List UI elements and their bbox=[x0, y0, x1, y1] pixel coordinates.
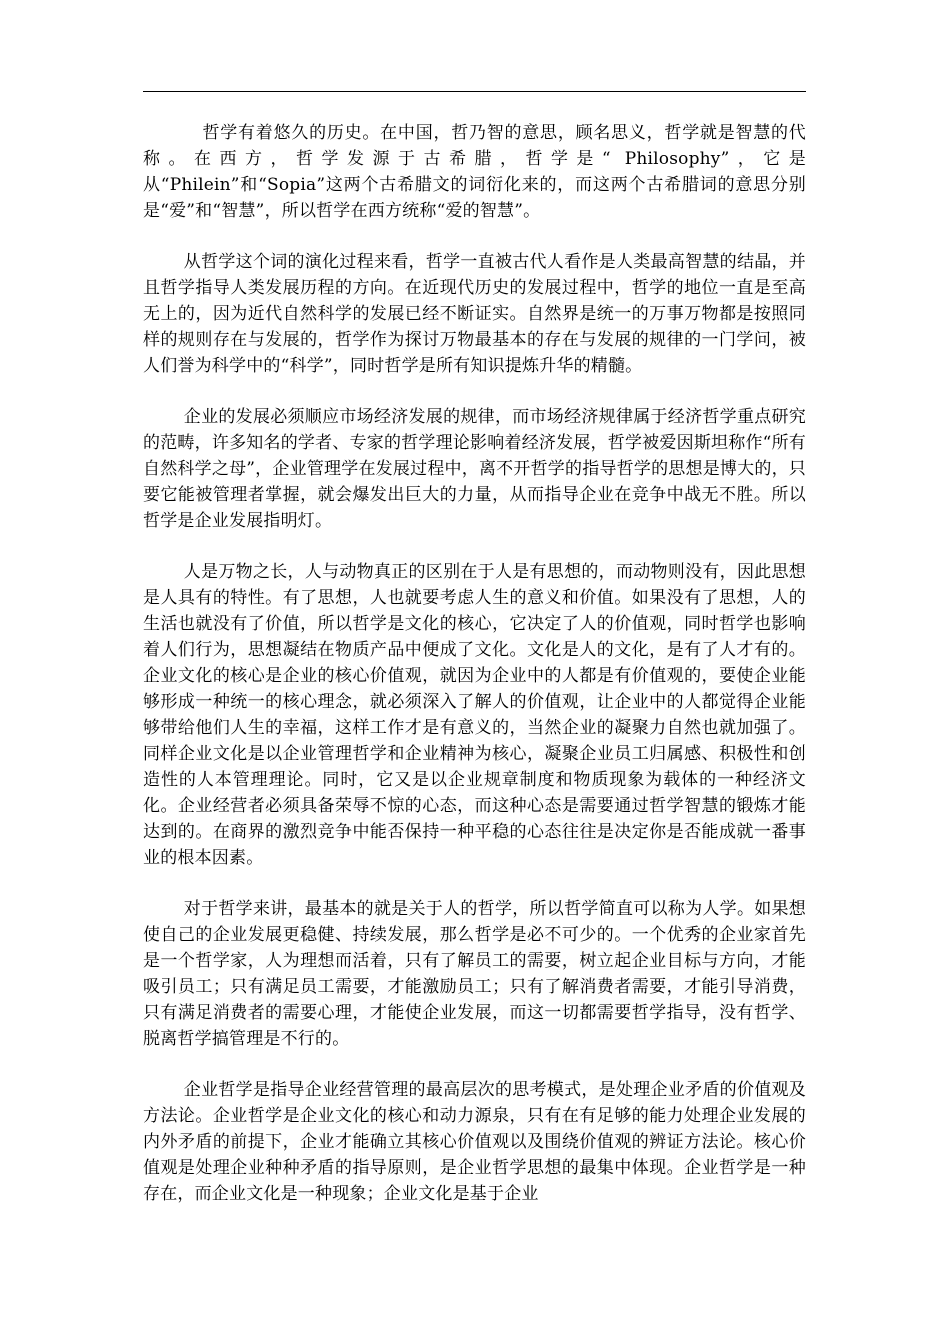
paragraph-2: 从哲学这个词的演化过程来看，哲学一直被古代人看作是人类最高智慧的结晶，并且哲学指导人类发展历程的方向。在近现代历史的发展过程中，哲学的地位一直是至高无上的，因为近代自然科学的发展已经不断证实。自然界是统一的万事万物都是按照同样的规则存在与发展的，哲学作为探讨万物最基本的存在与发展的规律的一门学问，被人们誉为科学中的“科学”，同时哲学是所有知识提炼升华的精髓。 bbox=[143, 252, 806, 376]
header-rule bbox=[143, 91, 806, 92]
paragraph-3: 企业的发展必须顺应市场经济发展的规律，而市场经济规律属于经济哲学重点研究的范畴，许多知名的学者、专家的哲学理论影响着经济发展，哲学被爱因斯坦称作“所有自然科学之母”，企业管理学在发展过程中，离不开哲学的指导哲学的思想是博大的，只要它能被管理者掌握，就会爆发出巨大的力量，从而指导企业在竞争中战无不胜。所以哲学是企业发展指明灯。 bbox=[143, 407, 806, 531]
paragraph-5: 对于哲学来讲，最基本的就是关于人的哲学，所以哲学简直可以称为人学。如果想使自己的企业发展更稳健、持续发展，那么哲学是必不可少的。一个优秀的企业家首先是一个哲学家，人为理想而活着，只有了解员工的需要，树立起企业目标与方向，才能吸引员工；只有满足员工需要，才能激励员工；只有了解消费者需要，才能引导消费，只有满足消费者的需要心理，才能使企业发展，而这一切都需要哲学指导，没有哲学、脱离哲学搞管理是不行的。 bbox=[143, 899, 806, 1049]
paragraph-6: 企业哲学是指导企业经营管理的最高层次的思考模式，是处理企业矛盾的价值观及方法论。企业哲学是企业文化的核心和动力源泉，只有在有足够的能力处理企业发展的内外矛盾的前提下，企业才能确立其核心价值观以及围绕价值观的辨证方法论。核心价值观是处理企业种种矛盾的指导原则，是企业哲学思想的最集中体现。企业哲学是一种存在，而企业文化是一种现象；企业文化是基于企业 bbox=[143, 1080, 806, 1204]
document-body bbox=[143, 120, 806, 1232]
paragraph-1: 哲学有着悠久的历史。在中国，哲乃智的意思，顾名思义，哲学就是智慧的代称。在西方，哲学发源于古希腊，哲学是“ Philosophy”，它是从“Philein”和“Sopia”这两个古希腊文的词衍化来的，而这两个古希腊词的意思分别是“爱”和“智慧”，所以哲学在西方统称“爱的智慧”。 bbox=[143, 123, 806, 221]
paragraph-4: 人是万物之长，人与动物真正的区别在于人是有思想的，而动物则没有，因此思想是人具有的特性。有了思想，人也就要考虑人生的意义和价值。如果没有了思想，人的生活也就没有了价值，所以哲学是文化的核心，它决定了人的价值观，同时哲学也影响着人们行为，思想凝结在物质产品中便成了文化。文化是人的文化，是有了人才有的。企业文化的核心是企业的核心价值观，就因为企业中的人都是有价值观的，要使企业能够形成一种统一的核心理念，就必须深入了解人的价值观，让企业中的人都觉得企业能够带给他们人生的幸福，这样工作才是有意义的，当然企业的凝聚力自然也就加强了。同样企业文化是以企业管理哲学和企业精神为核心，凝聚企业员工归属感、积极性和创造性的人本管理理论。同时，它又是以企业规章制度和物质现象为载体的一种经济文化。企业经营者必须具备荣辱不惊的心态，而这种心态是需要通过哲学智慧的锻炼才能达到的。在商界的激烈竞争中能否保持一种平稳的心态往往是决定你是否能成就一番事业的根本因素。 bbox=[143, 562, 806, 868]
